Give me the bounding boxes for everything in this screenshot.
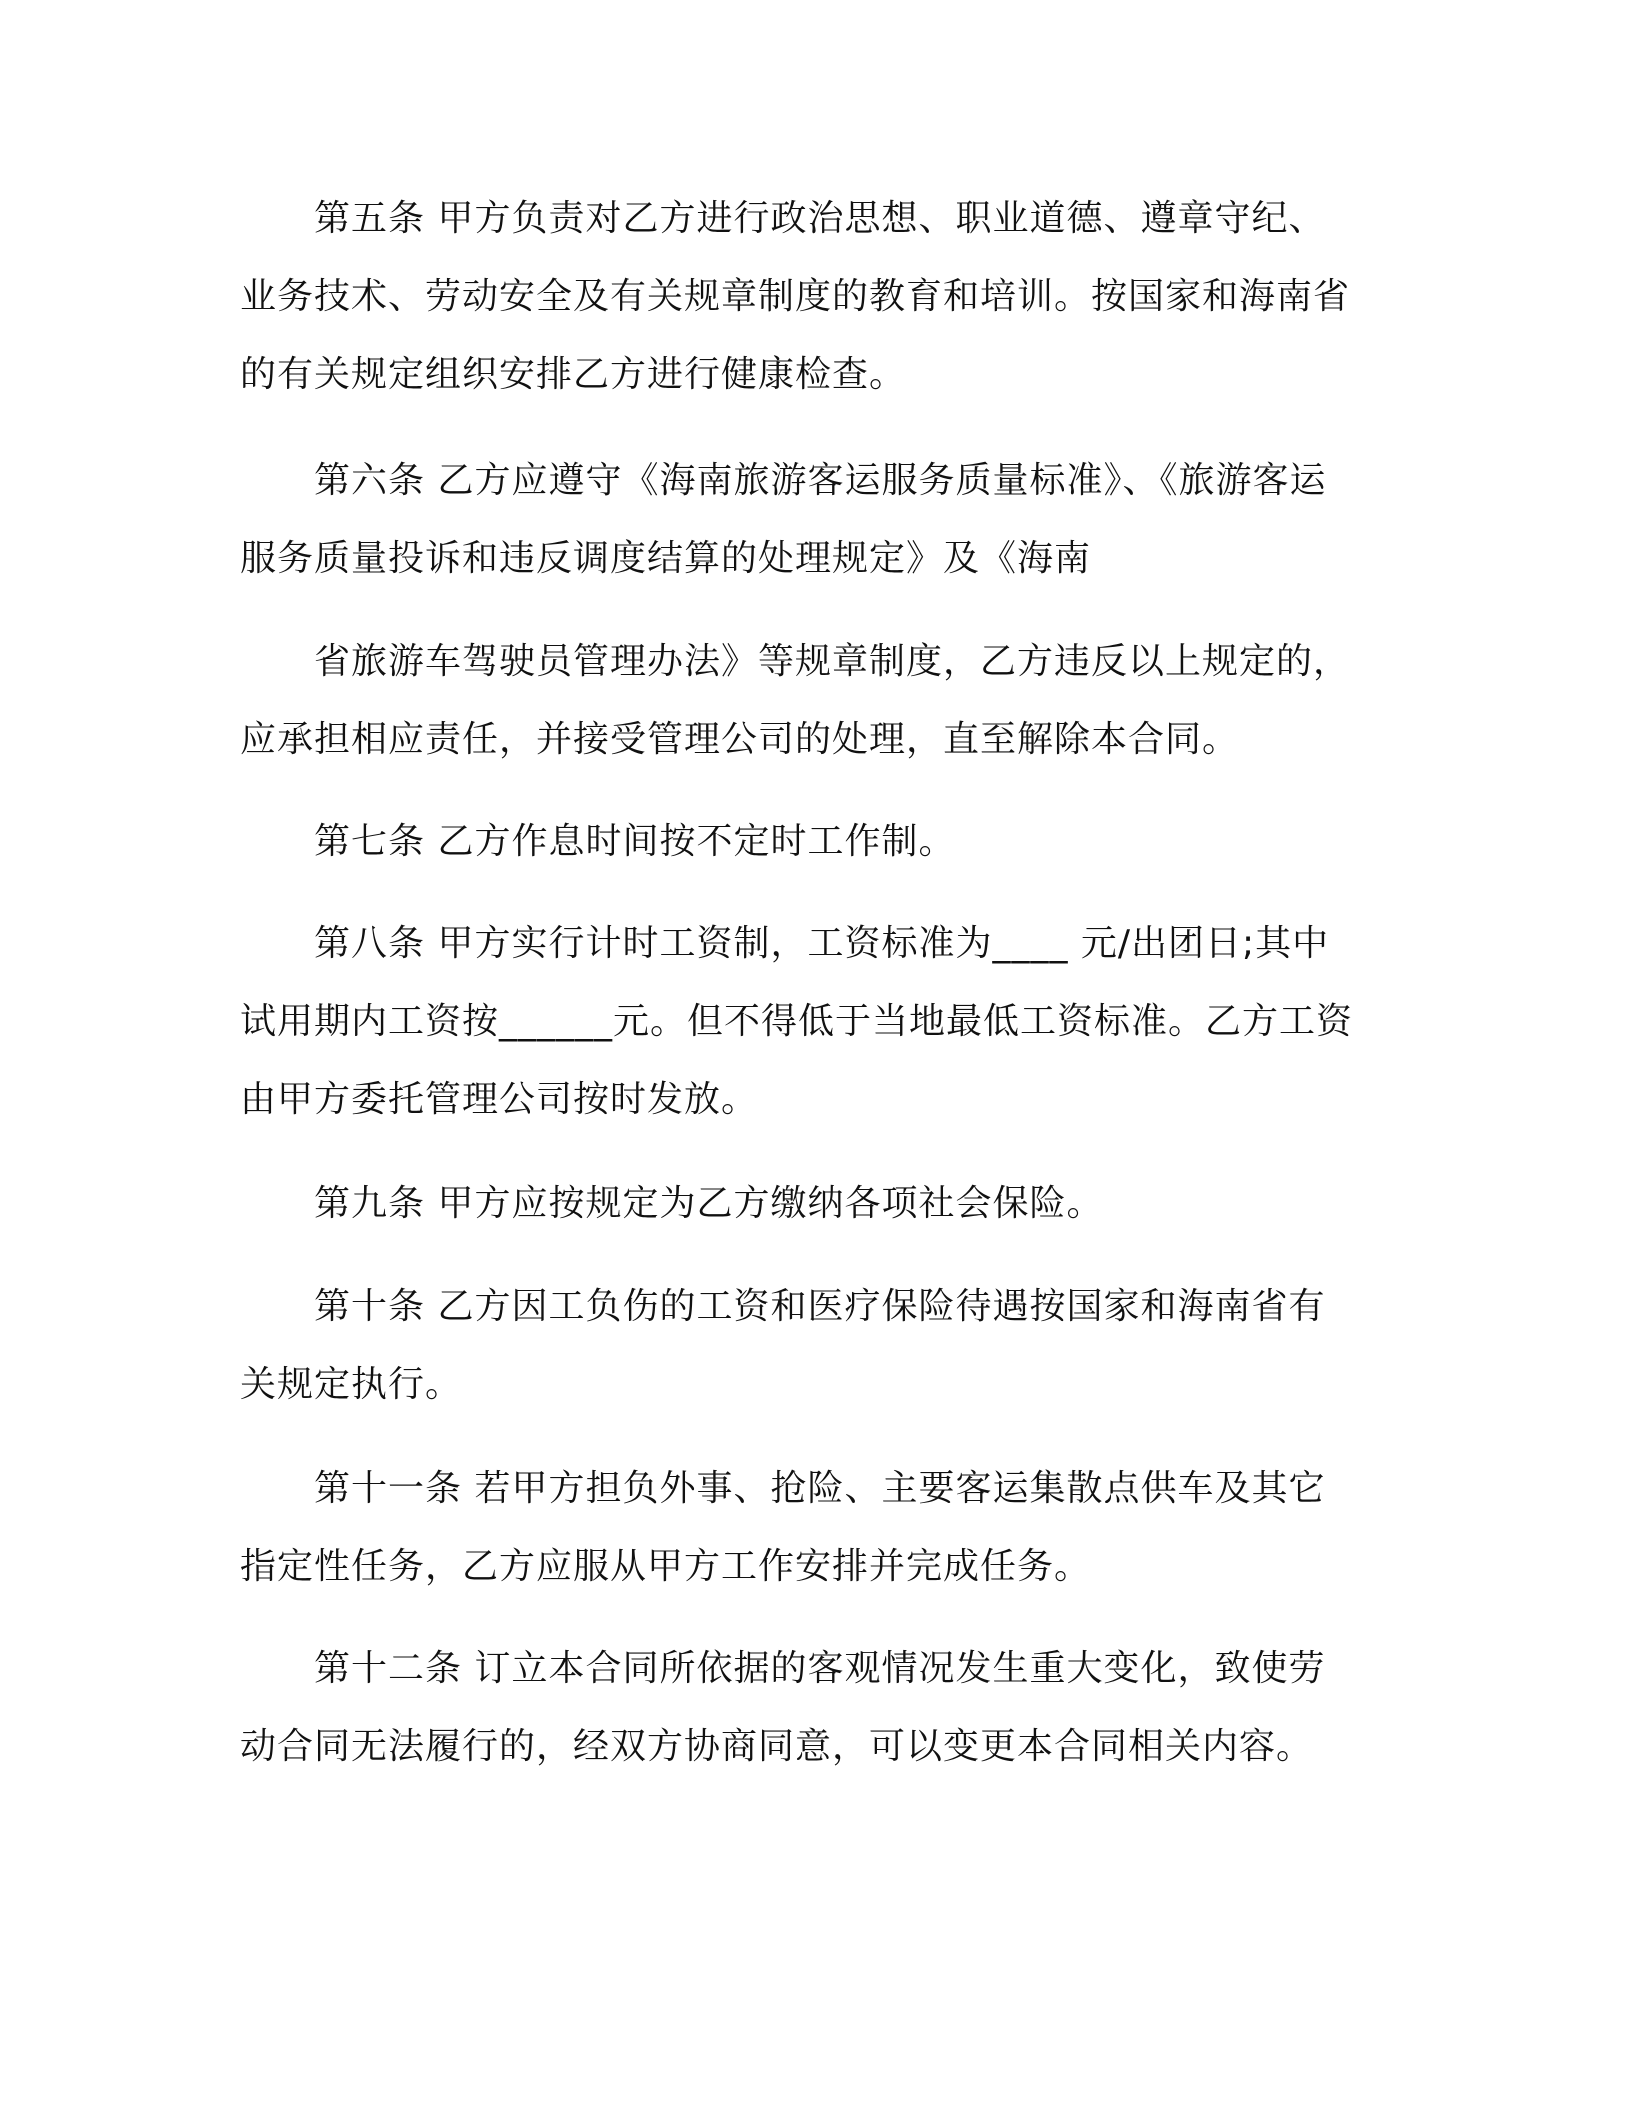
article-5-paragraph: 第五条 甲方负责对乙方进行政治思想、职业道德、遵章守纪、业务技术、劳动安全及有关规章制度的教育和培训。按国家和海南省的有关规定组织安排乙方进行健康检查。 [240, 198, 1351, 395]
article-11-paragraph: 第十一条 若甲方担负外事、抢险、主要客运集散点供车及其它指定性任务，乙方应服从甲方工作安排并完成任务。 [240, 1468, 1326, 1587]
article-9-paragraph: 第九条 甲方应按规定为乙方缴纳各项社会保险。 [314, 1183, 1104, 1224]
article-8-paragraph: 第八条 甲方实行计时工资制，工资标准为____ 元/出团日;其中试用期内工资按______元。但不得低于当地最低工资标准。乙方工资由甲方委托管理公司按时发放。 [240, 923, 1354, 1120]
article-10-paragraph: 第十条 乙方因工负伤的工资和医疗保险待遇按国家和海南省有关规定执行。 [240, 1286, 1326, 1405]
article-7-paragraph: 第七条 乙方作息时间按不定时工作制。 [314, 821, 956, 862]
article-6-continuation-paragraph: 省旅游车驾驶员管理办法》等规章制度，乙方违反以上规定的，应承担相应责任，并接受管理公司的处理，直至解除本合同。 [240, 641, 1351, 760]
article-12-paragraph: 第十二条 订立本合同所依据的客观情况发生重大变化，致使劳动合同无法履行的，经双方协商同意，可以变更本合同相关内容。 [240, 1648, 1326, 1767]
article-6-paragraph: 第六条 乙方应遵守《海南旅游客运服务质量标准》、《旅游客运服务质量投诉和违反调度结算的处理规定》及《海南 [240, 460, 1327, 579]
